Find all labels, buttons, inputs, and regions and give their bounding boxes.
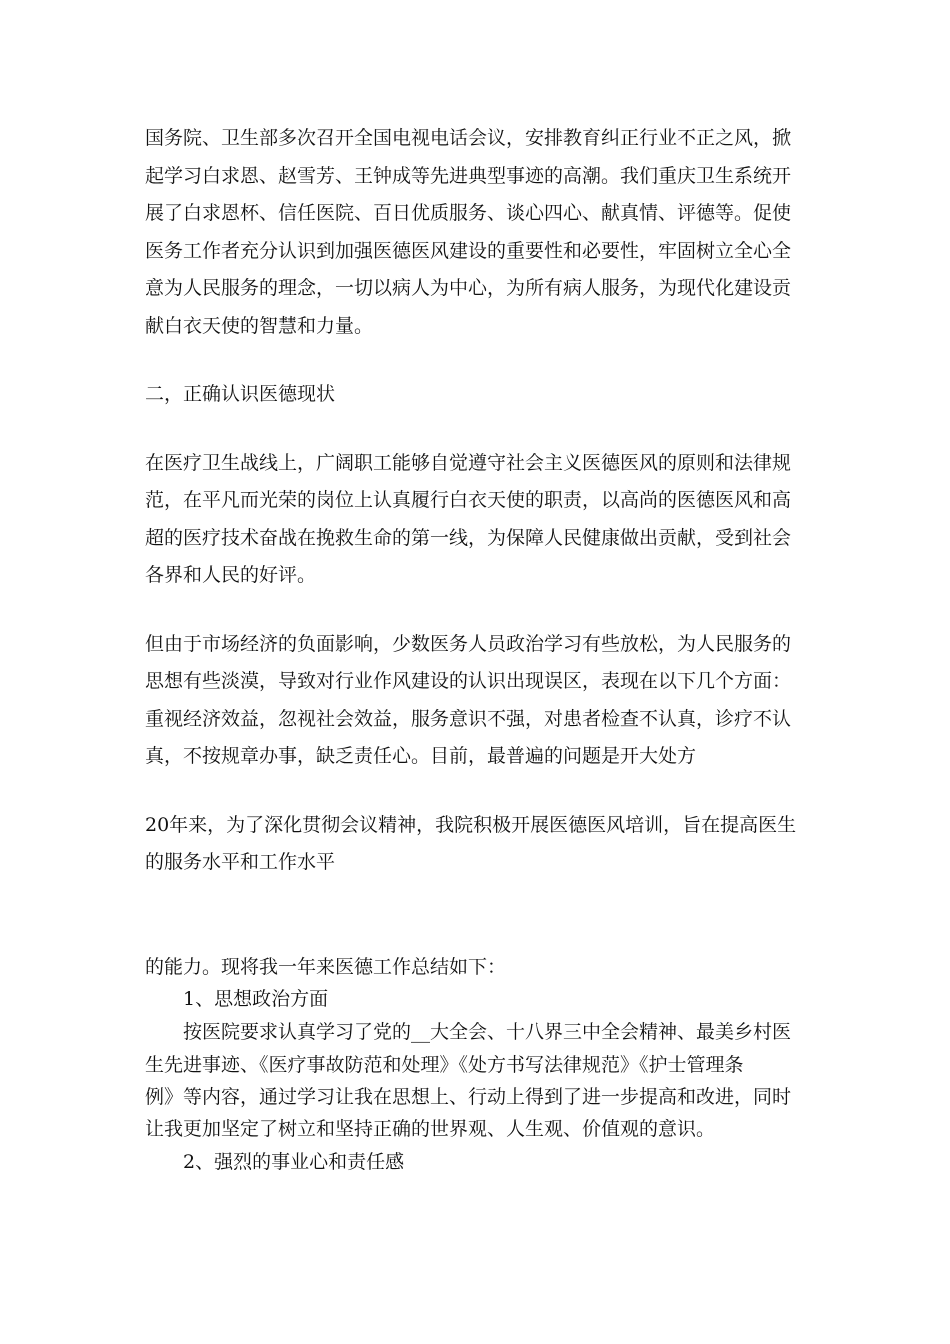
intro-paragraph-line: 意为人民服务的理念，一切以病人为中心，为所有病人服务，为现代化建设贡 bbox=[145, 277, 792, 299]
intro-paragraph-line: 起学习白求恩、赵雪芳、王钟成等先进典型事迹的高潮。我们重庆卫生系统开 bbox=[145, 165, 792, 187]
intro-paragraph-line: 献白衣天使的智慧和力量。 bbox=[145, 315, 374, 337]
positive-paragraph-line: 各界和人民的好评。 bbox=[145, 564, 317, 586]
negative-paragraph-line: 但由于市场经济的负面影响，少数医务人员政治学习有些放松，为人民服务的 bbox=[145, 633, 792, 655]
intro-paragraph-line: 国务院、卫生部多次召开全国电视电话会议，安排教育纠正行业不正之风，掀 bbox=[145, 127, 792, 149]
item-heading: 2、强烈的事业心和责任感 bbox=[183, 1151, 405, 1173]
positive-paragraph-line: 超的医疗技术奋战在挽救生命的第一线，为保障人民健康做出贡献，受到社会 bbox=[145, 527, 792, 549]
summary-line: 的能力。现将我一年来医德工作总结如下： bbox=[145, 956, 507, 978]
item-heading: 1、思想政治方面 bbox=[183, 988, 329, 1010]
item-one-line: 按医院要求认真学习了党的__大全会、十八界三中全会精神、最美乡村医 bbox=[183, 1021, 792, 1043]
negative-paragraph-line: 重视经济效益，忽视社会效益，服务意识不强，对患者检查不认真，诊疗不认 bbox=[145, 708, 792, 730]
item-one-line: 例》等内容，通过学习让我在思想上、行动上得到了进一步提高和改进，同时 bbox=[145, 1086, 792, 1108]
item-one-line: 生先进事迹、《医疗事故防范和处理》《处方书写法律规范》《护士管理条 bbox=[145, 1054, 744, 1076]
section-heading: 二，正确认识医德现状 bbox=[145, 383, 336, 405]
intro-paragraph-line: 医务工作者充分认识到加强医德医风建设的重要性和必要性，牢固树立全心全 bbox=[145, 240, 792, 262]
positive-paragraph-line: 范，在平凡而光荣的岗位上认真履行白衣天使的职责，以高尚的医德医风和高 bbox=[145, 489, 792, 511]
negative-paragraph-line: 思想有些淡漠，导致对行业作风建设的认识出现误区，表现在以下几个方面： bbox=[145, 670, 792, 692]
training-paragraph-line: 的服务水平和工作水平 bbox=[145, 851, 336, 873]
positive-paragraph-line: 在医疗卫生战线上，广阔职工能够自觉遵守社会主义医德医风的原则和法律规 bbox=[145, 452, 792, 474]
intro-paragraph-line: 展了白求恩杯、信任医院、百日优质服务、谈心四心、献真情、评德等。促使 bbox=[145, 202, 792, 224]
negative-paragraph-line: 真，不按规章办事，缺乏责任心。目前，最普遍的问题是开大处方 bbox=[145, 745, 697, 767]
training-paragraph-line: 20年来，为了深化贯彻会议精神，我院积极开展医德医风培训，旨在提高医生 bbox=[145, 814, 797, 836]
item-one-line: 让我更加坚定了树立和坚持正确的世界观、人生观、价值观的意识。 bbox=[145, 1118, 716, 1140]
